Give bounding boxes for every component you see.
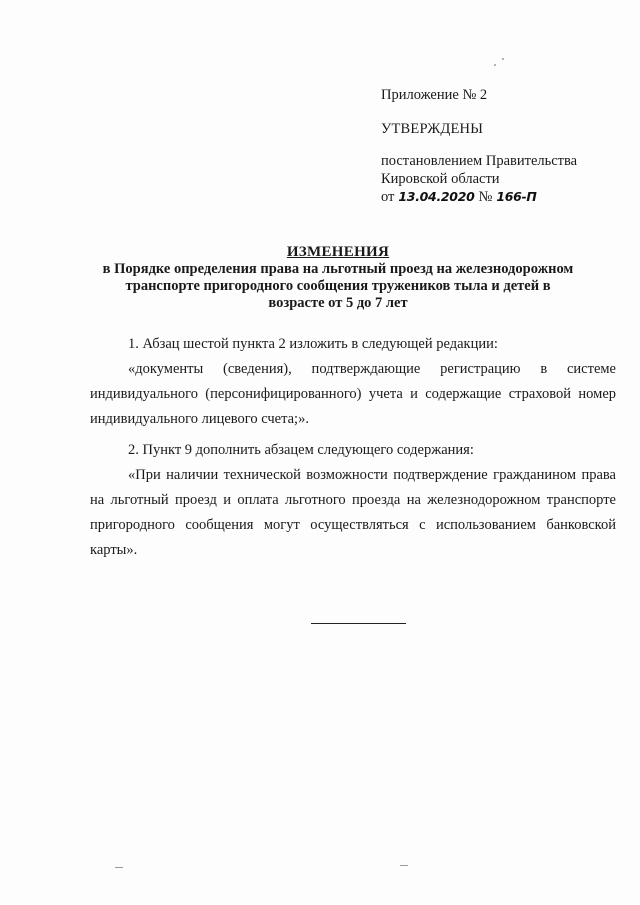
scan-speck bbox=[502, 58, 504, 60]
number-prefix: № bbox=[478, 189, 493, 205]
document-subtitle-line-3: возрасте от 5 до 7 лет bbox=[268, 295, 408, 311]
appendix-label: Приложение № 2 bbox=[381, 87, 488, 103]
item-2-text: 2. Пункт 9 дополнить абзацем следующего содержания: bbox=[128, 442, 474, 458]
resolution-date-line bbox=[381, 188, 621, 206]
handwritten-number: 166-П bbox=[496, 189, 537, 204]
document-subtitle-line-1: в Порядке определения права на льготный проезд на железнодорожном bbox=[102, 261, 574, 277]
item-2-quote: «При наличии технической возможности подтверждение гражданином права на льготный проезд и оплата льготного проезда на железнодорожном транспорте пригородного сообщения могут осуществляться с использованием банковской карты». bbox=[90, 467, 616, 558]
scan-speck bbox=[400, 865, 408, 866]
approval-block bbox=[381, 86, 621, 206]
item-1-quote: «документы (сведения), подтверждающие регистрацию в системе индивидуального (персонифицированного) учета и содержащие страховой номер индивидуального лицевого счета;». bbox=[90, 361, 616, 427]
document-subtitle-line-2: транспорте пригородного сообщения тружеников тыла и детей в bbox=[125, 278, 551, 294]
document-heading: ИЗМЕНЕНИЯ bbox=[286, 244, 390, 260]
closing-rule bbox=[311, 623, 406, 624]
resolution-line-2: Кировской области bbox=[381, 171, 500, 187]
item-1-text: 1. Абзац шестой пункта 2 изложить в следующей редакции: bbox=[128, 336, 498, 352]
document-body bbox=[90, 332, 616, 563]
approved-label: УТВЕРЖДЕНЫ bbox=[381, 121, 484, 137]
resolution-line-1: постановлением Правительства bbox=[381, 153, 578, 169]
handwritten-date: 13.04.2020 bbox=[398, 189, 475, 204]
date-prefix: от bbox=[381, 189, 395, 205]
scan-speck bbox=[494, 64, 496, 66]
document-title-block bbox=[60, 244, 616, 312]
scan-speck bbox=[115, 867, 123, 868]
